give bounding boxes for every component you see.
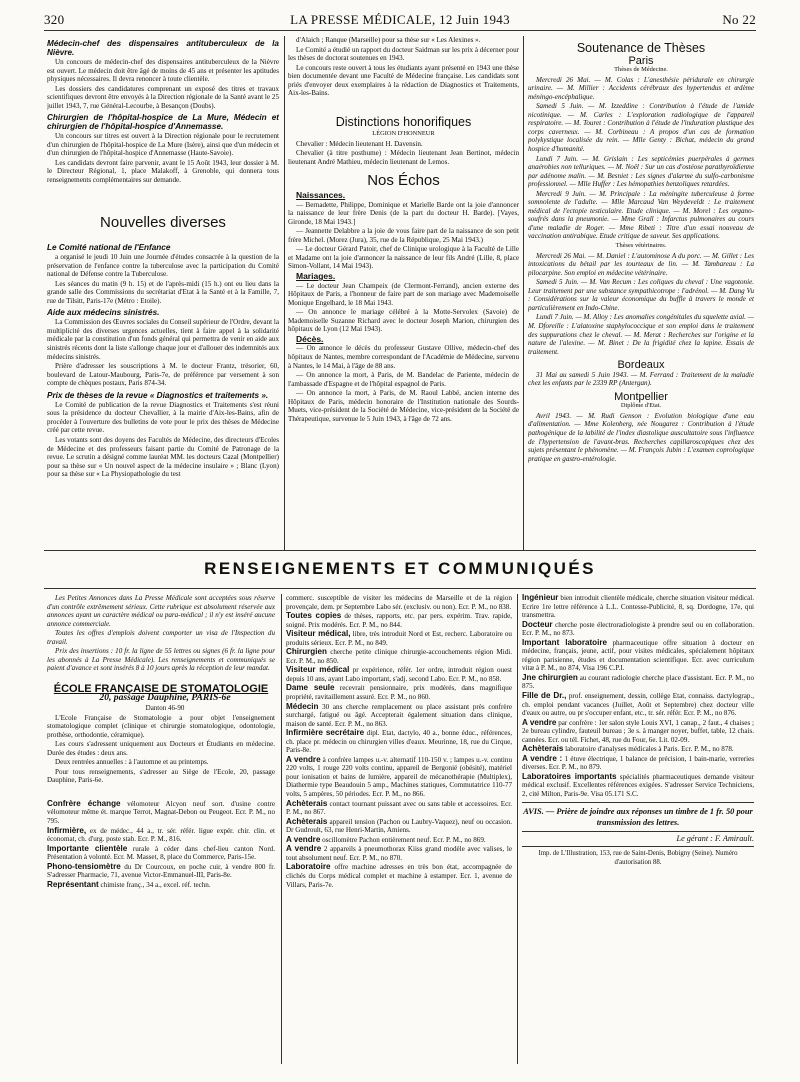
classifieds-intro: Les Petites Annonces dans La Presse Médicale sont acceptées sous réserve d'un contrôle extrêmement sérieux. Cette rubrique est absolument réservée aux annonces ayant un caractère médical ou para-médical ; il n'y est inséré aucune annonce commerciale. [47,594,275,628]
classified-ad: Infirmière, ex de médec., 44 a., tr. sér. référ. ligue expér. chir. clin. et économat, ch. d'urg. poste stab. Ecr. P. M., 816. [47,825,275,844]
classified-ad: Important laboratoire pharmaceutique offre situation à docteur en médecine, français, jeune, actif, pour visites médicales, spécialement hôpitaux région parisienne, études et documentation scientifique. Ecr. avec curriculum vitæ à P. M., no 874, Visa 196 C.P.I. [522,637,754,673]
classified-ad: Infirmière secrétaire dipl. Etat, dactylo, 40 a., bonne éduc., références, ch. place pr. médecin ou chirurgien villes d'eaux. Meurinne, 18, rue du Cirque, Paris-8e. [286,728,512,755]
column-rule [523,36,524,550]
classified-ad: Fille de Dr., prof. enseignement, dessin, collège Etat, connaiss. dactylograp., ch. emploi pendant vacances (Juillet, Août et Septembre) chez docteur ville d'eaux ou autre, ou pr s'occuper enfant, etc., tr. sér. référ. Ecr. P. M., no 876. [522,691,754,718]
thesis-list: 31 Mai au samedi 5 Juin 1943. — M. Ferrand : Traitement de la maladie chez les enfants par le 2339 RP (Antergan). [528,370,754,388]
column-3 [528,36,754,548]
thesis-list: Mercredi 26 Mai. — M. Colas : L'anesthésie péridurale en chirurgie urinaire. — M. Millier : Accidents cérébraux des hypertendus et œdème méningo-encéphalique. [528,75,754,101]
classified-ad: Visiteur médical, libre, très introduit Nord et Est, recherc. Laboratoire ou produits sérieux. Ecr. P. M., no 849. [286,629,512,647]
classified-ad: Phono-tensiomètre du Dr Courcoux, en poche cuir, à vendre 800 fr. S'adresser Pharmacie, 71, avenue Victor-Emmanuel-III, Paris-8e. [47,861,275,880]
article-body: Un concours de médecin-chef des dispensaires antituberculeux de la Nièvre est ouvert. Le médecin doit être âgé de moins de 45 ans et présenter les aptitudes physiques nécessaires. Il devra renoncer à toute clientèle. [47,58,279,84]
article-body: Les dossiers des candidatures comprenant un exposé des titres et travaux scientifiques devront être envoyés à la Direction régionale de la Santé avant le 25 juillet 1943, 7, rue Général-Lecourbe, à Besançon (Doubs). [47,84,279,110]
classified-ad: Achèterais laboratoire d'analyses médicales à Paris. Ecr. P. M., no 878. [522,744,734,754]
classified-ad: Importante clientèle rurale à céder dans chef-lieu canton Nord. Présentation à volonté. Ecr. M. Masset, 8, place du Commerce, Paris-15e. [47,843,275,862]
thesis-list: Samedi 5 Juin. — M. Izzeddine : Contribution à l'étude de l'amide nicotinique. — M. Carles : L'exploration radiologique de l'appareil respiratoire. — M. Touret : Contribution à l'étude de l'induration plastique des corps caverneux. — M. Corbineau : A propos d'un cas de formation polykystique localisée du rein. — Mlle Genty : Bichat, médecin du grand hospice d'humanité. [528,102,754,154]
thesis-list: Lundi 7 Juin. — M. Alloy : Les anomalies congénitales du squelette axial. — M. Dforeille : L'alatoxine staphylococcique et son emploi dans le traitement des suppurations chez le cheval. — M. Merat : Recherches sur l'origine et la nature de l'alexine. — M. Binet : De la frigidité chez la lapine. Essais de traitement. [528,313,754,356]
notice: — Le docteur Gérard Patoir, chef de Clinique urologique à la Faculté de Lille et Madame ont la joie d'annoncer la naissance de leur fils André (Lille, 8, place Simon-Vollant, 14 Mai 1943). [288,245,519,271]
subsection-title: Naissances. [296,190,346,201]
school-info: Les cours s'adressent uniquement aux Docteurs et Étudiants en médecine. Durée des études : deux ans. [47,740,275,757]
section-heading: Nos Échos [367,171,440,189]
classified-ad: commerc. susceptible de visiter les médecins de Marseille et de la région provençale, dem. pr Septembre Labo sér. (exclusiv. ou non). Ecr. P. M., no 838. [286,594,512,611]
classified-ad: Docteur cherche poste électroradiologiste à prendre seul ou en collaboration. Ecr. P. M., no 873. [522,619,754,638]
classified-ad: Chirurgien cherche petite clinique chirurgie-accouchements région Midi. Ecr. P. M., no 850. [286,647,512,665]
classified-ad: A vendre par confrère : 1er salon style Louis XVI, 1 canap., 2 faut., 4 chaises ; 2e bureau cylindre, fauteuil bureau ; 3e s. à manger noyer, buffet, table, 12 chais. cannées. Ecr. ou tél. Fichet, 48, rue du Four, 6e. Lit. 02-09. [522,717,754,744]
award-line: Chevalier (à titre posthume) : Médecin lieutenant Jean Bertinot, médecin lieutenant André Mathieu, médecin lieutenant de Lemos. [288,149,519,167]
classified-ad: Laboratoires importants spécialités pharmaceutiques demande visiteur médical exclusif. Excellentes références exigées. S'adresser Service Techniciens, 2, cité Milton, Paris-9e. Visa 05.171 S.C. [522,771,754,799]
award-line: Chevalier : Médecin lieutenant H. Davensin. [296,139,423,148]
article-body: Le Comité de publication de la revue Diagnostics et Traitements s'est réuni sous la présidence du docteur Chevallier, à la mairie d'Aix-les-Bains, afin de procéder à l'ouverture des bulletins de vote pour le prix des thèses de Médecine créé par cette revue. [47,400,279,435]
column-rule [281,594,282,1064]
subsection-title: Thèses de Médecine. [614,66,668,74]
thesis-list: Mercredi 9 Juin. — M. Principale : La méningite tuberculeuse à forme somnolente de l'adulte. — Mlle Marcaud Van Weydeveldt : Le traitement médical de l'ectopie testiculaire. Etude clinique. — M. Morel : Les organo-soufrés dans la pneumonie. — Mme Grall : Infarctus pulmonaires au cours d'une maladie de Roger. — Mme Ribeti : Titre d'un essai nouveau de vaccination antirabique. Etude critique de saveur. Ses applications. [528,189,754,241]
school-phone: Danton 46-90 [145,704,185,713]
city-heading: Bordeaux [617,359,665,372]
school-info: Pour tous renseignements, s'adresser au Siège de l'Ecole, 20, passage Dauphine, Paris-6e. [47,767,275,785]
notice: — Jeannette Delabbre a la joie de vous faire part de la naissance de son petit frère Michel. (Morez (Jura), 35, rue de la République, 25 Mai 1943.) [288,227,519,244]
article-title: Médecin-chef des dispensaires antituberculeux de la Nièvre. [47,39,279,57]
notice: — Le docteur Jean Champeix (de Clermont-Ferrand), ancien externe des Hôpitaux de Paris, a l'honneur de faire part de son mariage avec Mademoiselle Monique Engelhard, le 18 Mai 1943. [288,281,519,307]
article-body: Les séances du matin (9 h. 15) et de l'après-midi (15 h.) ont eu lieu dans la grande salle des Commissions du secrétariat d'Etat à la Santé et à la Famille, 7, rue de Tilsitt, Paris-17e (Métro : Etoile). [47,279,279,305]
thesis-list: Avril 1943. — M. Rudi Genson : Evolution biologique d'une eau d'alimentation. — Mme Kolenberg, née Nougarez : Contribution à l'étude pathogénique de la labilité de l'index diastolique auscultatoire sous l'influence de l'hypertension de l'avant-bras. Recherches capillaroscopiques chez des sujets présentant le phénomène. — M. François Jubin : L'examen coprologique pratique en gastro-entérologie. [528,411,754,463]
classifieds-intro: Prix des insertions : 10 fr. la ligne de 55 lettres ou signes (6 fr. la ligne pour les abonnés à La Presse Médicale). Les renseignements et communiqués se paient d'avance et sont insérés 8 à 10 jours après la réception de leur mandat. [47,647,275,673]
divider [522,802,754,803]
classified-ad: A vendre à confrère lampes u.-v. alternatif 110-150 v. ; lampes u.-v. continu 220 volts, 1 rouge 220 volts continu, appareil de Bergonié (obésité), matériel pour ionisation et bains de lumière, appareil de mécanothérapie (Multiplex), Diathermie type Beaudouin 5 amp., Machines statiques, Commutatrice 110-77 volts, 5 ampères, 50 périodes. Ecr. P. M., no 866. [286,754,512,799]
school-info: L'Ecole Française de Stomatologie a pour objet l'enseignement stomatologique complet (clinique et chirurgie stomatologique, odontologie, prothèse, orthodontie, céramique). [47,713,275,739]
notice: — Bernadette, Philippe, Dominique et Marielle Barde ont la joie d'annoncer la naissance de leur frère Denis (de la part du docteur H. Barde). [Vayes, Gironde, 18 Mai 1943.] [288,200,519,226]
section-rule [44,588,756,589]
classified-ad: Toutes copies de thèses, rapports, etc. par pers. expérim. Trav. rapide, soigné. Prix modérés. Ecr. P. M., no 844. [286,611,512,629]
thesis-list: Lundi 7 Juin. — M. Grislain : Les septicémies puerpérales à germes anaérobies non telluriques. — M. Noël : Sur un cas d'ostéose parathyroïdienne par adénome malin. — M. Besniet : Les signes d'alarme du sulfo-carbonisme professionnel. — Mlle Huffer : Les hémopathies benzoliques retardées. [528,154,754,189]
page-number: 320 [44,12,65,27]
column-rule [284,36,285,550]
classified-ad: Laboratoire offre machine adresses en très bon état, accompagnée de clichés du Corps médical complet et machine à estamper. Ecr. 1, avenue de Villars, Paris-7e. [286,862,512,889]
column-rule [517,594,518,1064]
thesis-list: Mercredi 26 Mai. — M. Daniel : L'autominose A du porc. — M. Gillet : Les intoxications du bétail par les tourteaux de lin. — M. Tambareau : La pilocarpine. Son emploi en médecine vétérinaire. [528,251,754,277]
subsection-title: Mariages. [296,271,336,282]
classified-ad: A vendre oscillomètre Pachon entièrement neuf. Ecr. P. M., no 869. [286,834,486,844]
article-body: Prière d'adresser les souscriptions à M. le docteur Frantz, trésorier, 60, boulevard de Latour-Maubourg, Paris-7e, de préférence par versement à son compte de chèques postaux, Paris 874-34. [47,362,279,388]
thesis-list: Samedi 5 Juin. — M. Van Recum : Les coliques du cheval : Une vagotonie. Leur traitement par une substance sympathicotrope : l'adrénol. — M. Dang Vu : Considérations sur la valeur économique du buffle à travers le monde et particulièrement en Indo-Chine. [528,278,754,312]
notice-box: AVIS. — Prière de joindre aux réponses un timbre de 1 fr. 50 pour transmission des lettres. [523,806,753,827]
notice: — On annonce la mort, à Paris, de M. Raoul Labbé, ancien interne des Hôpitaux de Paris, médecin honoraire de l'Institution nationale des Sourds-Muets, vice-président de la Société de Médecine, vice-président de la Société de Thérapeutique, survenue le 5 Juin 1943, à l'âge de 72 ans. [288,389,519,423]
article-body: d'Alaich ; Ranque (Marseille) pour sa thèse sur « Les Alexines ». [296,36,481,44]
classifieds-column-2 [286,594,512,1072]
classifieds-column-3 [522,594,754,1072]
classified-ad: Représentant chimiste franç., 34 a., excel. réf. techn. [47,879,211,889]
notice: — On annonce le décès du professeur Gustave Ollive, médecin-chef des hôpitaux de Nantes, membre correspondant de l'Académie de Médecine, survenu à Nantes, le 14 Mai, à l'âge de 88 ans. [288,344,519,370]
classifieds-column-1 [47,594,275,1072]
classified-ad: Achèterais appareil tension (Pachon ou Laubry-Vaquez), neuf ou occasion. Dr Gudroult, 63, rue Henri-Martin, Amiens. [286,816,512,835]
header-rule [44,30,756,31]
article-body: Le Comité a étudié un rapport du docteur Saidman sur les prix à décerner pour les thèses de doctorat soutenues en 1943. [288,45,519,63]
classifieds-intro: Toutes les offres d'emplois doivent comporter un visa de l'Inspection du travail. [47,629,275,646]
classified-ad: Médecin 30 ans cherche remplacement ou place assistant près confrère surchargé, fatigué ou âgé. Accepterait également situation dans clinique, maison de santé. Ecr. P. M., no 863. [286,701,512,728]
city-heading: Montpellier [614,390,668,403]
printer-info: Imp. de L'Illustration, 153, rue de Saint-Denis, Bobigny (Seine). Numéro d'autorisation 88. [538,850,738,866]
classified-ad: A vendre : 1 étuve électrique, 1 balance de précision, 1 bain-marie, verreries diverses. Ecr. P. M., no 879. [522,753,754,772]
school-title: ÉCOLE FRANÇAISE DE STOMATOLOGIE [53,682,269,695]
subsection-title: Décès. [296,333,324,344]
classified-ad: A vendre 2 appareils à pneumothorax Kiiss grand modèle avec valises, le tout absolument neuf. Ecr. P. M., no 870. [286,844,512,862]
classified-ad: Ingénieur bien introduit clientèle médicale, cherche situation visiteur médical. Ecrire 1re lettre référence à L.L. Contesse-Publicité, 8, sq. Dordogne, 17e, qui transmettra. [522,594,754,620]
column-1 [47,36,279,548]
article-title: Prix de thèses de la revue « Diagnostics et traitements ». [47,390,269,400]
article-title: Aide aux médecins sinistrés. [47,308,160,318]
school-info: Deux rentrées annuelles : à l'automne et au printemps. [55,758,209,767]
manager-signature: Le gérant : F. Amirault. [676,833,754,843]
article-body: Les candidats devront faire parvenir, avant le 15 Août 1943, leur dossier à M. le Directeur Régional, 1, place Malakoff, à Grenoble, qui donnera tous renseignements complémentaires sur demande. [47,158,279,185]
classified-ad: Achèterais contact tournant puissant avec ou sans table et accessoires. Ecr. P. M., no 867. [286,798,512,817]
subsection-title: Diplôme d'Etat. [620,402,662,410]
city-heading: Paris [628,54,654,67]
article-body: Un concours sur titres est ouvert à la Direction régionale pour le recrutement d'un chirurgien de l'hôpital-hospice de La Mure (Isère), ainsi que d'un médecin et d'un chirurgien de l'hôpital-hospice d'Annemasse (Haute-Savoie). [47,132,279,158]
section-heading: Soutenance de Thèses [576,41,706,55]
article-body: Le concours reste ouvert à tous les étudiants ayant présenté en 1943 une thèse bien documentée devant une Faculté de Médecine française. Les candidats sont priés d'envoyer deux exemplaires à la rédaction de Diagnostics et Traitements, Aix-les-Bains. [288,63,519,98]
article-title: Le Comité national de l'Enfance [47,243,171,253]
notice: — On annonce le mariage célébré à la Motte-Servolex (Savoie) de Mademoiselle Suzanne Richard avec le docteur Joseph Marion, chirurgien des hôpitaux de Lyon (12 Mai 1943). [288,308,519,334]
classified-ad: Visiteur médical pr expérience, référ. 1er ordre, introduit région ouest depuis 10 ans, ayant Labo important, s'adj. second Labo. Ecr. P. M., no 858. [286,665,512,683]
divider [522,846,754,847]
classified-ad: Confrère échange vélomoteur Alcyon neuf sort. d'usine contre vélomoteur même ét. marque Terrot, Magnat-Debon ou Peugeot. Ecr. P. M., no 795. [47,798,275,826]
journal-title: LA PRESSE MÉDICALE, 12 Juin 1943 [290,12,510,27]
section-rule [44,550,756,551]
divider [522,831,754,832]
article-body: a organisé le jeudi 10 Juin une Journée d'études consacrée à la question de la préservation de l'enfance contre la tuberculose avec la participation du Comité national de Défense contre la Tuberculose. [47,253,279,279]
classified-ad: Jne chirurgien au courant radiologie cherche place d'assistant. Ecr. P. M., no 875. [522,672,754,691]
subsection-title: LÉGION D'HONNEUR [372,130,435,138]
column-2 [288,36,519,548]
article-body: La Commission des Œuvres sociales du Conseil supérieur de l'Ordre, devant la multiplicité des diverses urgences actuelles, tient à faire appel à la solidarité médicale par la constitution d'un fonds général qui permettra de venir en aide aux sinistrés récents dont la liste s'allonge chaque jour et d'allouer des indemnités aux médecins sinistrés. [47,318,279,361]
page-header [44,12,756,28]
issue-number: No 22 [722,12,756,27]
notice: — On annonce la mort, à Paris, de M. Bandelac de Pariente, médecin de l'ambassade d'Espagne et de l'hôpital espagnol de Paris. [288,371,519,388]
article-body: Les votants sont des doyens des Facultés de Médecine, des directeurs d'Ecoles de Médecine et des professeurs faisant partie du Comité de Patronage de la revue. Le scrutin a désigné comme lauréat MM. les docteurs Cazal (Montpellier) pour sa thèse sur « Un nouvel aspect de la médecine insulaire » ; Blanc (Lyon) pour sa thèse sur « La Physiopathologie du test [47,435,279,479]
article-title: Chirurgien de l'hôpital-hospice de La Mure, Médecin et chirurgien de l'hôpital-hospice d'Annemasse. [47,113,279,132]
section-heading: Nouvelles diverses [100,213,226,231]
section-banner: RENSEIGNEMENTS ET COMMUNIQUÉS [204,559,596,578]
subsection-title: Thèses vétérinaires. [615,242,667,250]
classified-ad: Dame seule recevrait pensionnaire, prix modérés, dans magnifique propriété, ravitaillement assuré. Ecr. P. M., no 860. [286,683,512,702]
section-heading: Distinctions honorifiques [335,114,472,129]
school-address: 20, passage Dauphine, PARIS-6e [99,692,231,704]
